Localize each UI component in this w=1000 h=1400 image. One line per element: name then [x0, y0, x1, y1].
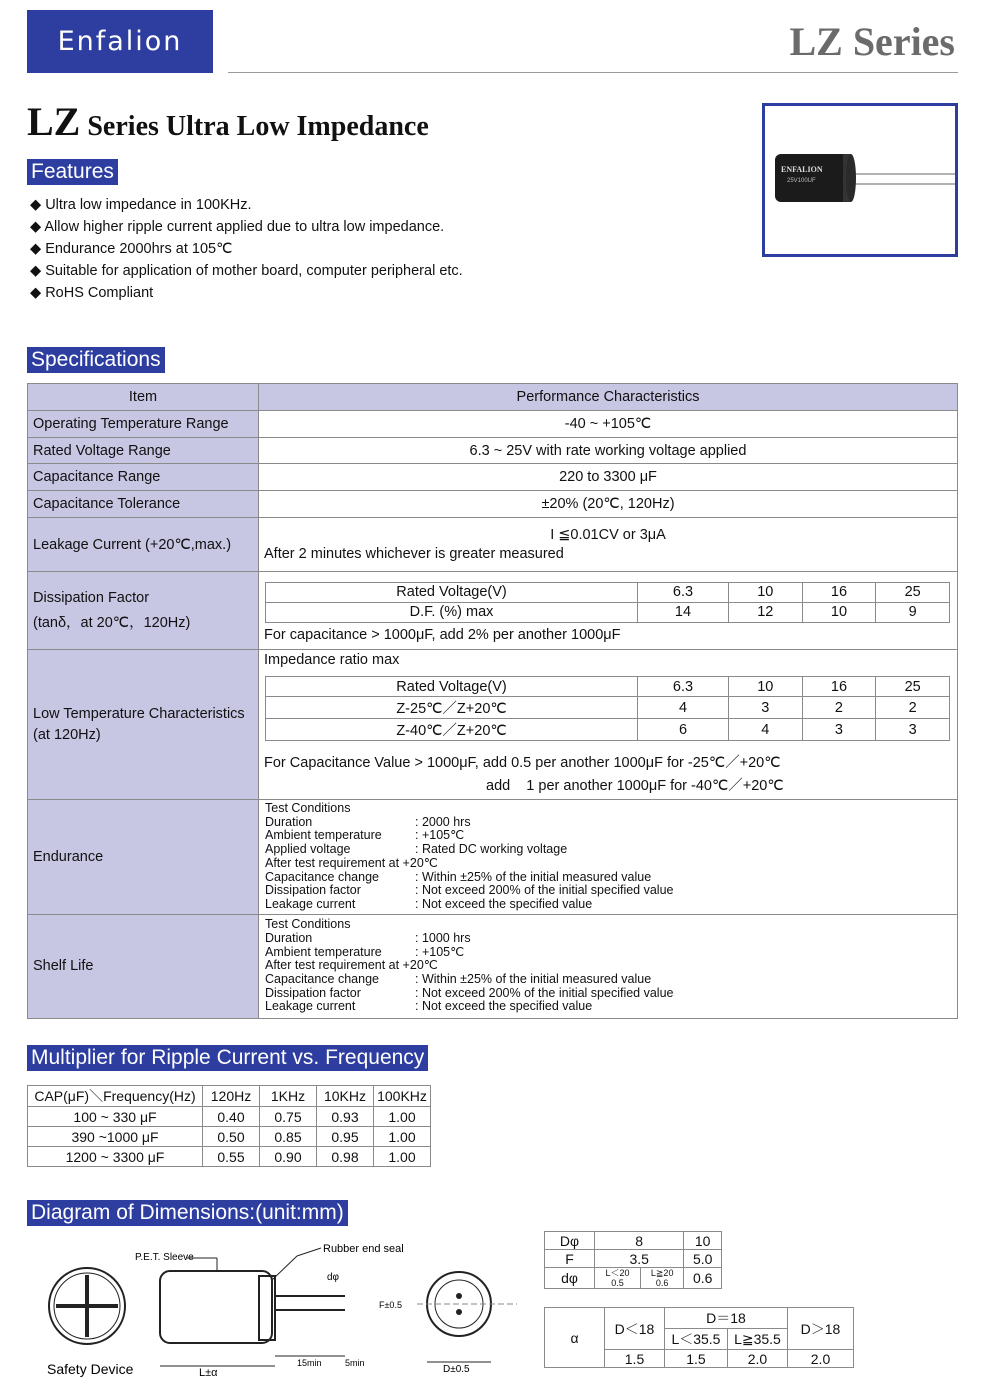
- mult-cell: 1200 ~ 3300 μF: [28, 1147, 203, 1167]
- feature-item: ◆ Ultra low impedance in 100KHz.: [30, 194, 463, 216]
- table-row: [28, 411, 958, 438]
- mult-cell: 0.98: [317, 1147, 374, 1167]
- specifications-table: [27, 383, 958, 1019]
- dim-cell: 8: [595, 1232, 684, 1250]
- spec-item: Capacitance Range: [28, 464, 259, 491]
- mult-cell: 0.90: [260, 1147, 317, 1167]
- brand-logo: Enfalion: [27, 10, 213, 73]
- mult-cell: 390 ~1000 μF: [28, 1127, 203, 1147]
- spec-value: [259, 650, 958, 800]
- lowtemp-label: Low Temperature Characteristics: [33, 706, 245, 722]
- test-conditions-title: Test Conditions: [265, 917, 351, 932]
- mult-header-cell: 100KHz: [374, 1086, 431, 1107]
- alpha-cell: 1.5: [605, 1350, 665, 1368]
- leakage-formula: I ≦0.01CV or 3μA: [550, 527, 666, 543]
- df-cell: D.F. (%) max: [266, 602, 638, 622]
- imp-header-cell: 16: [802, 677, 876, 697]
- capacitor-rating-text: 25V100UF: [787, 178, 816, 184]
- after-test-title: After test requirement at +20℃: [265, 958, 438, 973]
- table-row: [28, 800, 958, 915]
- dim-cell: 0.6: [684, 1268, 722, 1289]
- imp-cell: 4: [638, 697, 729, 719]
- mult-cell: 100 ~ 330 μF: [28, 1107, 203, 1127]
- mult-cell: 0.50: [203, 1127, 260, 1147]
- table-row: [28, 650, 958, 800]
- df-header-cell: 16: [802, 582, 876, 602]
- imp-cell: 3: [728, 697, 802, 719]
- condition-key: Capacitance change: [265, 971, 379, 986]
- df-cell: 14: [638, 602, 729, 622]
- length-label: L±α: [199, 1367, 218, 1379]
- df-header-cell: Rated Voltage(V): [266, 582, 638, 602]
- condition-value: : Not exceed the specified value: [415, 896, 593, 911]
- rubber-seal-label: Rubber end seal: [323, 1243, 404, 1255]
- capacitor-brand-text: ENFALION: [781, 165, 823, 174]
- test-conditions-title: Test Conditions: [265, 801, 351, 815]
- condition-value: : +105℃: [415, 944, 465, 959]
- lead-min-label: 15min: [297, 1358, 322, 1368]
- mult-cell: 0.75: [260, 1107, 317, 1127]
- after-test-title: After test requirement at +20℃: [265, 855, 438, 870]
- dim-sub-label: L≧20: [650, 1268, 674, 1278]
- condition-key: Capacitance change: [265, 869, 379, 884]
- df-note: For capacitance > 1000μF, add 2% per another 1000μF: [264, 626, 621, 643]
- pet-sleeve-label: P.E.T. Sleeve: [135, 1252, 194, 1263]
- spec-item: Operating Temperature Range: [28, 411, 259, 438]
- page-title: [27, 98, 429, 145]
- condition-value: : Not exceed 200% of the initial specified value: [415, 985, 674, 1000]
- dim-cell: 3.5: [595, 1250, 684, 1268]
- df-label: Dissipation Factor: [33, 589, 150, 606]
- impedance-table: [265, 676, 950, 741]
- alpha-cell: 2.0: [788, 1350, 854, 1368]
- condition-value: : Rated DC working voltage: [415, 842, 568, 857]
- dim-cell: Dφ: [545, 1232, 595, 1250]
- specifications-heading: Specifications: [27, 347, 165, 373]
- imp-cell: 6: [638, 719, 729, 741]
- df-table: [265, 582, 950, 623]
- imp-header-cell: Rated Voltage(V): [266, 677, 638, 697]
- imp-cell: 3: [876, 719, 950, 741]
- table-row: [28, 464, 958, 491]
- mult-cell: 0.93: [317, 1107, 374, 1127]
- imp-cell: 2: [876, 697, 950, 719]
- df-cell: 10: [802, 602, 876, 622]
- feature-item: ◆ RoHS Compliant: [30, 282, 463, 304]
- spec-item: Shelf Life: [28, 914, 259, 1018]
- dimension-drawing: [27, 1238, 527, 1388]
- title-description: Series Ultra Low Impedance: [80, 111, 429, 142]
- condition-key: Dissipation factor: [265, 985, 361, 1000]
- dim-sub-value: 0.5: [611, 1278, 624, 1288]
- condition-value: : Not exceed 200% of the initial specified value: [415, 883, 674, 898]
- alpha-cell: 2.0: [727, 1350, 787, 1368]
- lead-min2-label: 5min: [345, 1358, 365, 1368]
- spec-value: 220 to 3300 μF: [259, 464, 958, 491]
- lowtemp-condition: (at 120Hz): [33, 727, 101, 743]
- spec-item: Rated Voltage Range: [28, 438, 259, 464]
- imp-header-cell: 10: [728, 677, 802, 697]
- spec-item: Capacitance Tolerance: [28, 491, 259, 518]
- df-header-cell: 25: [876, 582, 950, 602]
- table-row: [28, 491, 958, 518]
- dim-sub-cell: [595, 1268, 641, 1289]
- col-performance-header: Performance Characteristics: [259, 384, 958, 411]
- spec-value: 6.3 ~ 25V with rate working voltage applied: [259, 438, 958, 464]
- diameter-label: D±0.5: [443, 1364, 470, 1375]
- alpha-cell: α: [545, 1308, 605, 1368]
- spec-value: -40 ~ +105℃: [259, 411, 958, 438]
- condition-key: Ambient temperature: [265, 828, 382, 843]
- imp-cell: Z-40℃／Z+20℃: [266, 719, 638, 741]
- mult-header-cell: 120Hz: [203, 1086, 260, 1107]
- mult-cell: 0.40: [203, 1107, 260, 1127]
- imp-header-cell: 6.3: [638, 677, 729, 697]
- dim-cell: dφ: [545, 1268, 595, 1289]
- lead-spacing-label: F±0.5: [379, 1300, 402, 1310]
- header-divider: [228, 72, 958, 73]
- df-cell: 9: [876, 602, 950, 622]
- lowtemp-note: For Capacitance Value > 1000μF, add 0.5 per another 1000μF for -25℃／+20℃: [264, 755, 781, 771]
- series-title: LZ Series: [789, 19, 955, 64]
- features-heading: Features: [27, 159, 118, 185]
- spec-item: Endurance: [28, 800, 259, 915]
- df-cell: 12: [728, 602, 802, 622]
- feature-item: ◆ Suitable for application of mother board, computer peripheral etc.: [30, 260, 463, 282]
- imp-cell: Z-25℃／Z+20℃: [266, 697, 638, 719]
- dim-sub-value: 0.6: [655, 1278, 669, 1288]
- imp-cell: 4: [728, 719, 802, 741]
- mult-header-cell: 1KHz: [260, 1086, 317, 1107]
- mult-cell: 0.85: [260, 1127, 317, 1147]
- spec-value: [259, 518, 958, 572]
- capacitor-image: [765, 106, 955, 254]
- spec-value: [259, 572, 958, 650]
- feature-item: ◆ Endurance 2000hrs at 105℃: [30, 238, 463, 260]
- lowtemp-note: add 1 per another 1000μF for -40℃／+20℃: [486, 778, 784, 794]
- alpha-cell: L＜35.5: [665, 1329, 728, 1350]
- condition-key: Applied voltage: [265, 842, 351, 857]
- features-list: [30, 194, 463, 304]
- condition-value: : 2000 hrs: [415, 814, 471, 829]
- condition-key: Dissipation factor: [265, 883, 361, 898]
- mult-cell: 0.55: [203, 1147, 260, 1167]
- condition-value: : Within ±25% of the initial measured value: [415, 971, 652, 986]
- alpha-cell: 1.5: [665, 1350, 728, 1368]
- alpha-table: [544, 1307, 854, 1368]
- alpha-cell: L≧35.5: [727, 1329, 787, 1350]
- col-item-header: Item: [28, 384, 259, 411]
- feature-item: ◆ Allow higher ripple current applied due to ultra low impedance.: [30, 216, 463, 238]
- table-row: [28, 438, 958, 464]
- condition-key: Duration: [265, 930, 313, 945]
- multiplier-table: [27, 1085, 431, 1167]
- condition-key: Leakage current: [265, 999, 356, 1014]
- dim-cell: 10: [684, 1232, 722, 1250]
- spec-item: Leakage Current (+20℃,max.): [28, 518, 259, 572]
- imp-cell: 3: [802, 719, 876, 741]
- condition-key: Duration: [265, 814, 313, 829]
- spec-value: ±20% (20℃, 120Hz): [259, 491, 958, 518]
- dim-sub-label: L＜20: [605, 1268, 630, 1278]
- alpha-cell: D＜18: [605, 1308, 665, 1350]
- alpha-cell: D＞18: [788, 1308, 854, 1350]
- table-header-row: [28, 384, 958, 411]
- condition-value: : Within ±25% of the initial measured value: [415, 869, 652, 884]
- imp-header-cell: 25: [876, 677, 950, 697]
- condition-value: : Not exceed the specified value: [415, 999, 593, 1014]
- df-header-cell: 6.3: [638, 582, 729, 602]
- spec-item: [28, 572, 259, 650]
- mult-header-cell: CAP(μF)＼Frequency(Hz): [28, 1086, 203, 1107]
- alpha-cell: D＝18: [665, 1308, 788, 1329]
- lead-dimension-table: [544, 1231, 722, 1289]
- table-row: [28, 572, 958, 650]
- multiplier-heading: Multiplier for Ripple Current vs. Frequency: [27, 1045, 428, 1071]
- condition-key: Leakage current: [265, 896, 356, 911]
- dphi-label: dφ: [327, 1272, 340, 1283]
- table-row: [28, 914, 958, 1018]
- product-photo: [762, 103, 958, 257]
- mult-cell: 1.00: [374, 1127, 431, 1147]
- imp-cell: 2: [802, 697, 876, 719]
- mult-cell: 0.95: [317, 1127, 374, 1147]
- shelf-conditions: [259, 914, 958, 1018]
- title-series-code: LZ: [27, 99, 81, 144]
- dim-sub-cell: [641, 1268, 684, 1289]
- dimensions-heading: Diagram of Dimensions:(unit:mm): [27, 1200, 348, 1226]
- safety-device-label: Safety Device: [47, 1361, 134, 1377]
- condition-value: : +105℃: [415, 828, 465, 843]
- dim-cell: 5.0: [684, 1250, 722, 1268]
- condition-value: : 1000 hrs: [415, 930, 471, 945]
- df-condition: (tanδ，at 20℃，120Hz): [33, 614, 191, 631]
- dim-cell: F: [545, 1250, 595, 1268]
- spec-item: [28, 650, 259, 800]
- df-header-cell: 10: [728, 582, 802, 602]
- mult-header-cell: 10KHz: [317, 1086, 374, 1107]
- mult-cell: 1.00: [374, 1107, 431, 1127]
- table-row: [28, 518, 958, 572]
- endurance-conditions: [259, 800, 958, 915]
- leakage-note: After 2 minutes whichever is greater measured: [264, 546, 564, 562]
- condition-key: Ambient temperature: [265, 944, 382, 959]
- mult-cell: 1.00: [374, 1147, 431, 1167]
- impedance-caption: Impedance ratio max: [264, 652, 400, 668]
